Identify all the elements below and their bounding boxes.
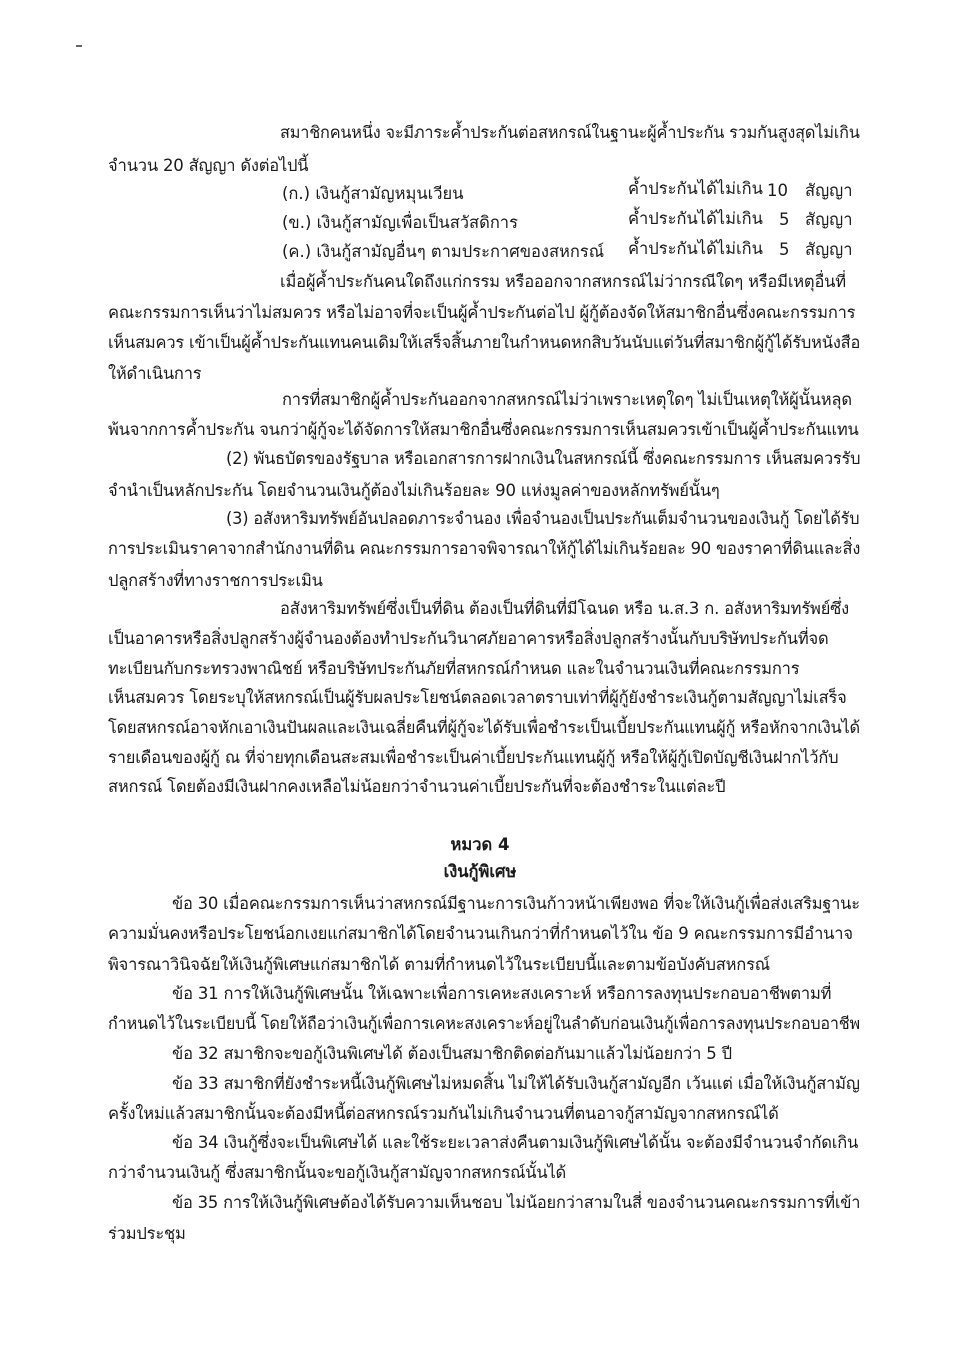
text-line: พิจารณาวินิจฉัยให้เงินกู้พิเศษแก่สมาชิกได้ ตามที่กำหนดไว้ในระเบียบนี้และตามข้อบังคับสหกรณ์ (108, 955, 770, 974)
text-line: จำนวน 20 สัญญา ดังต่อไปนี้ (108, 156, 309, 175)
guarantee-item-label: (ข.) เงินกู้สามัญเพื่อเป็นสวัสดิการ (282, 213, 518, 232)
guarantee-item-unit: สัญญา (805, 210, 853, 229)
text-line: ข้อ 31 การให้เงินกู้พิเศษนั้น ให้เฉพาะเพื่อการเคหะสงเคราะห์ หรือการลงทุนประกอบอาชีพตามที่ (172, 984, 832, 1003)
guarantee-item-limit: ค้ำประกันได้ไม่เกิน (628, 179, 763, 198)
text-line: สมาชิกคนหนึ่ง จะมีภาระค้ำประกันต่อสหกรณ์ในฐานะผู้ค้ำประกัน รวมกันสูงสุดไม่เกิน (280, 123, 860, 142)
guarantee-item-count: 10 (767, 181, 788, 200)
text-line: เห็นสมควร เข้าเป็นผู้ค้ำประกันแทนคนเดิมให้เสร็จสิ้นภายในกำหนดหกสิบวันนับแต่วันที่สมาชิกผู้กู้ได้รับหนังสือ (108, 333, 861, 352)
text-line: ข้อ 32 สมาชิกจะขอกู้เงินพิเศษได้ ต้องเป็นสมาชิกติดต่อกันมาแล้วไม่น้อยกว่า 5 ปี (172, 1044, 732, 1063)
guarantee-item-count: 5 (779, 210, 790, 229)
chapter-title: หมวด 4 (450, 835, 510, 854)
guarantee-item-unit: สัญญา (805, 240, 853, 259)
text-line: ให้ดำเนินการ (108, 364, 202, 383)
text-line: เห็นสมควร โดยระบุให้สหกรณ์เป็นผู้รับผลประโยชน์ตลอดเวลาตราบเท่าที่ผู้กู้ยังชำระเงินกู้ตามสัญญาไม่เสร็จ (108, 688, 847, 707)
text-line: พ้นจากการค้ำประกัน จนกว่าผู้กู้จะได้จัดการให้สมาชิกอื่นซึ่งคณะกรรมการเห็นสมควรเข้าเป็นผู้ค้ำประกันแทน (108, 420, 859, 439)
text-line: ข้อ 30 เมื่อคณะกรรมการเห็นว่าสหกรณ์มีฐานะการเงินก้าวหน้าเพียงพอ ที่จะให้เงินกู้เพื่อส่งเสริมฐานะ (172, 894, 860, 913)
text-line: อสังหาริมทรัพย์ซึ่งเป็นที่ดิน ต้องเป็นที่ดินที่มีโฉนด หรือ น.ส.3 ก. อสังหาริมทรัพย์ซึ่ง (280, 599, 850, 618)
text-line: (3) อสังหาริมทรัพย์อันปลอดภาระจำนอง เพื่อจำนองเป็นประกันเต็มจำนวนของเงินกู้ โดยได้รับ (226, 509, 860, 528)
text-line: ข้อ 33 สมาชิกที่ยังชำระหนี้เงินกู้พิเศษไม่หมดสิ้น ไม่ให้ได้รับเงินกู้สามัญอีก เว้นแต่ เมื่อให้เงินกู้สามัญ (172, 1074, 860, 1093)
guarantee-item-limit: ค้ำประกันได้ไม่เกิน (628, 239, 763, 258)
text-line: รายเดือนของผู้กู้ ณ ที่จ่ายทุกเดือนสะสมเพื่อชำระเป็นค่าเบี้ยประกันแทนผู้กู้ หรือให้ผู้กู้เปิดบัญชีเงินฝากไว้กับ (108, 748, 839, 767)
text-line: จำนำเป็นหลักประกัน โดยจำนวนเงินกู้ต้องไม่เกินร้อยละ 90 แห่งมูลค่าของหลักทรัพย์นั้นๆ (108, 481, 720, 500)
text-line: เมื่อผู้ค้ำประกันคนใดถึงแก่กรรม หรือออกจากสหกรณ์ไม่ว่ากรณีใดๆ หรือมีเหตุอื่นที่ (280, 272, 846, 291)
text-line: ข้อ 35 การให้เงินกู้พิเศษต้องได้รับความเห็นชอบ ไม่น้อยกว่าสามในสี่ ของจำนวนคณะกรรมการที่เข้า (172, 1193, 861, 1212)
text-line: (2) พันธบัตรของรัฐบาล หรือเอกสารการฝากเงินในสหกรณ์นี้ ซึ่งคณะกรรมการ เห็นสมควรรับ (226, 449, 861, 468)
guarantee-item-label: (ก.) เงินกู้สามัญหมุนเวียน (282, 184, 464, 203)
text-line: โดยสหกรณ์อาจหักเอาเงินปันผลและเงินเฉลี่ยคืนที่ผู้กู้จะได้รับเพื่อชำระเป็นเบี้ยประกันแทนผู้กู้ หรือหักจากเงินได้ (108, 718, 860, 737)
guarantee-item-unit: สัญญา (805, 181, 853, 200)
guarantee-item-label: (ค.) เงินกู้สามัญอื่นๆ ตามประกาศของสหกรณ์ (282, 242, 605, 261)
text-line: ร่วมประชุม (108, 1224, 186, 1243)
guarantee-item-limit: ค้ำประกันได้ไม่เกิน (628, 209, 763, 228)
text-line: การประเมินราคาจากสำนักงานที่ดิน คณะกรรมการอาจพิจารณาให้กู้ได้ไม่เกินร้อยละ 90 ของราคาที่ดินและสิ่ง (108, 539, 861, 558)
chapter-subtitle: เงินกู้พิเศษ (443, 862, 517, 881)
text-line: ทะเบียนกับกระทรวงพาณิชย์ หรือบริษัทประกันภัยที่สหกรณ์กำหนด และในจำนวนเงินที่คณะกรรมการ (108, 659, 800, 678)
text-line: ปลูกสร้างที่ทางราชการประเมิน (108, 571, 323, 590)
text-line: เป็นอาคารหรือสิ่งปลูกสร้างผู้จำนองต้องทำประกันวินาศภัยอาคารหรือสิ่งปลูกสร้างนั้นกับบริษัทประกันที่จด (108, 629, 829, 648)
text-line: ความมั่นคงหรือประโยชน์อกเงยแก่สมาชิกได้โดยจำนวนเกินกว่าที่กำหนดไว้ใน ข้อ 9 คณะกรรมการมีอำนาจ (108, 924, 853, 943)
text-line: กำหนดไว้ในระเบียบนี้ โดยให้ถือว่าเงินกู้เพื่อการเคหะสงเคราะห์อยู่ในลำดับก่อนเงินกู้เพื่อการลงทุนประกอบอาชีพ (108, 1014, 860, 1033)
text-line: สหกรณ์ โดยต้องมีเงินฝากคงเหลือไม่น้อยกว่าจำนวนค่าเบี้ยประกันที่จะต้องชำระในแต่ละปี (108, 777, 726, 796)
text-line: กว่าจำนวนเงินกู้ ซึ่งสมาชิกนั้นจะขอกู้เงินกู้สามัญจากสหกรณ์นั้นได้ (108, 1163, 567, 1182)
text-line: ข้อ 34 เงินกู้ซึ่งจะเป็นพิเศษได้ และใช้ระยะเวลาส่งคืนตามเงินกู้พิเศษได้นั้น จะต้องมีจำนวนจำกัดเกิน (172, 1133, 859, 1152)
scan-mark (76, 45, 82, 47)
guarantee-item-count: 5 (779, 240, 790, 259)
text-line: ครั้งใหม่แล้วสมาชิกนั้นจะต้องมีหนี้ต่อสหกรณ์รวมกันไม่เกินจำนวนที่ตนอาจกู้สามัญจากสหกรณ์ได้ (108, 1104, 779, 1123)
text-line: การที่สมาชิกผู้ค้ำประกันออกจากสหกรณ์ไม่ว่าเพราะเหตุใดๆ ไม่เป็นเหตุให้ผู้นั้นหลุด (282, 390, 852, 409)
text-line: คณะกรรมการเห็นว่าไม่สมควร หรือไม่อาจที่จะเป็นผู้ค้ำประกันต่อไป ผู้กู้ต้องจัดให้สมาชิกอื่นซึ่งคณะกรรมการ (108, 303, 856, 322)
